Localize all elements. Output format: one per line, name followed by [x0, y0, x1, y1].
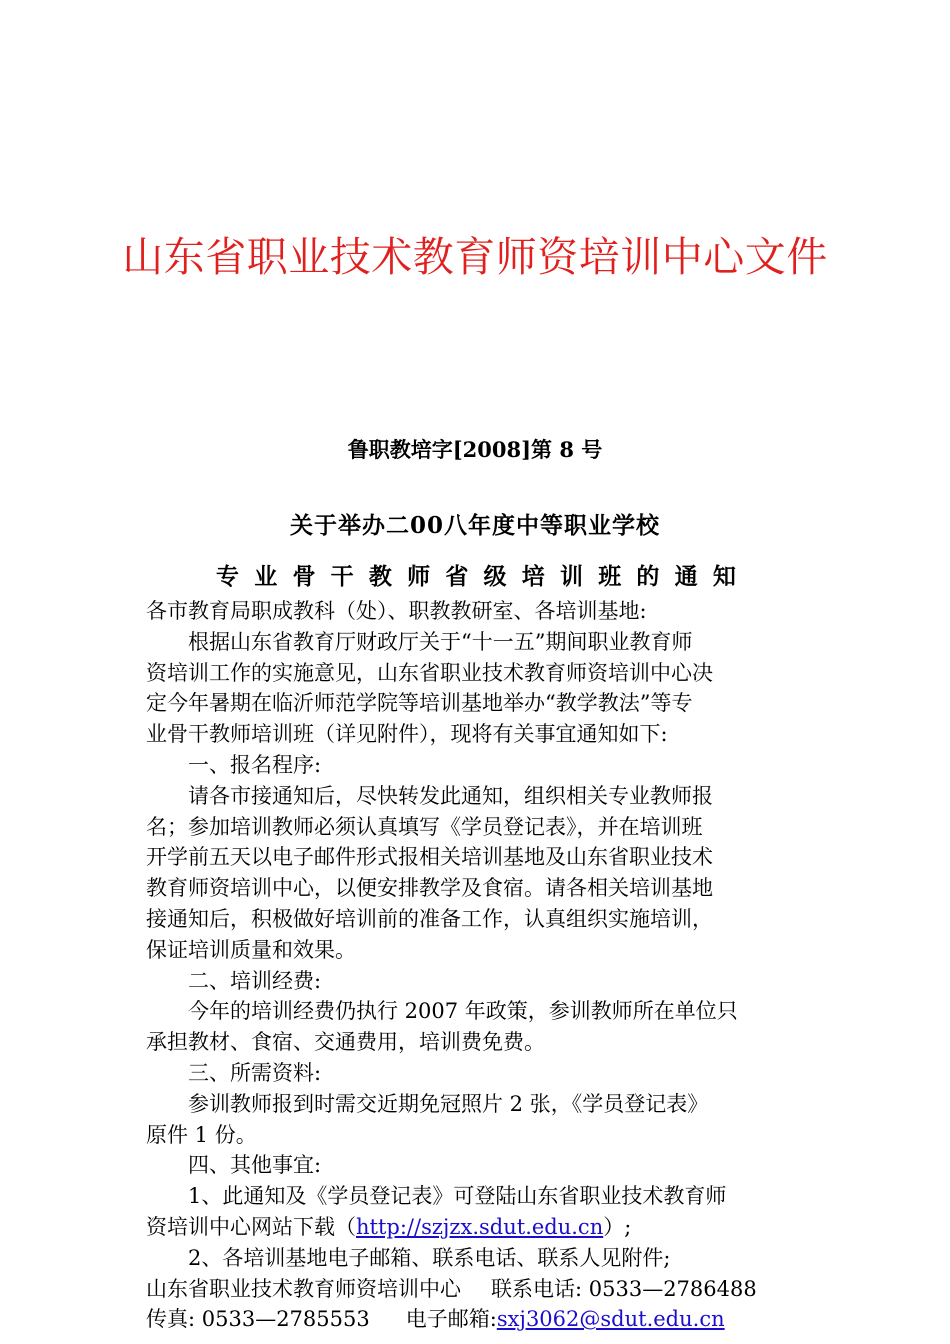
subject-title-char: 班: [598, 563, 622, 590]
subject-title-line-1: 关于举办二00八年度中等职业学校: [289, 512, 660, 539]
subject-title-char: 知: [712, 563, 736, 590]
notice-body: [146, 596, 808, 1335]
intro-line: [146, 688, 808, 719]
fax-number: 传真: 0533—2785553: [146, 1307, 370, 1332]
email-link[interactable]: sxj3062@sdut.edu.cn: [496, 1307, 725, 1332]
subject-title-char: 干: [330, 563, 354, 590]
subject-title-char: 省: [445, 563, 469, 590]
subject-title-char: 的: [636, 563, 660, 590]
section-4-heading: 四、其他事宜:: [188, 1153, 322, 1178]
subject-title-char: 训: [559, 563, 583, 590]
website-link[interactable]: http://szjzx.sdut.edu.cn: [356, 1214, 604, 1239]
subject-title-char: 通: [674, 563, 698, 590]
contact-phone: 联系电话: 0533—2786488: [491, 1276, 757, 1301]
section-2-line: 承担教材、食宿、交通费用，培训费免费。: [146, 1030, 545, 1055]
fax-email-line: [146, 1304, 808, 1335]
section-3-line: 原件 1 份。: [146, 1122, 257, 1147]
document-number: 鲁职教培字[2008]第 8 号: [347, 437, 603, 462]
section-1-line: 接通知后，积极做好培训前的准备工作，认真组织实施培训，: [146, 906, 713, 931]
section-1-line: 开学前五天以电子邮件形式报相关培训基地及山东省职业技术: [146, 845, 713, 870]
subject-title-char: 业: [254, 563, 278, 590]
intro-text: 资培训工作的实施意见，山东省职业技术教育师资培训中心决: [146, 660, 713, 685]
download-prefix: 资培训中心网站下载（: [146, 1214, 356, 1239]
intro-text: 定今年暑期在临沂师范学院等培训基地举办“教学教法”等专: [146, 691, 693, 716]
contact-line: [146, 1274, 808, 1305]
intro-text: 根据山东省教育厅财政厅关于“十一五”期间职业教育师: [188, 629, 693, 654]
intro-line: [146, 658, 808, 689]
section-2-line: 今年的培训经费仍执行 2007 年政策，参训教师所在单位只: [188, 999, 738, 1024]
subject-title-line-2: [216, 558, 736, 591]
section-4-item-1-line-2: [146, 1212, 808, 1243]
subject-title-char: 级: [483, 563, 507, 590]
document-header-title: 山东省职业技术教育师资培训中心文件: [122, 233, 828, 281]
section-4-item-2: 2、各培训基地电子邮箱、联系电话、联系人见附件;: [188, 1245, 671, 1270]
subject-title-char: 培: [521, 563, 545, 590]
subject-title-char: 专: [216, 563, 239, 590]
section-1-line: 名；参加培训教师必须认真填写《学员登记表》，并在培训班: [146, 814, 703, 839]
intro-line: 业骨干教师培训班（详见附件），现将有关事宜通知如下:: [146, 722, 668, 747]
section-3-line: 参训教师报到时需交近期免冠照片 2 张，《学员登记表》: [188, 1091, 709, 1116]
section-1-line: 保证培训质量和效果。: [146, 937, 356, 962]
subject-title-char: 骨: [292, 563, 316, 590]
download-suffix: ）;: [603, 1214, 632, 1239]
section-2-heading: 二、培训经费:: [188, 968, 322, 993]
addressee: 各市教育局职成教科（处）、职教教研室、各培训基地:: [146, 599, 647, 623]
section-1-line: 教育师资培训中心，以便安排教学及食宿。请各相关培训基地: [146, 876, 713, 901]
section-1-heading: 一、报名程序:: [188, 752, 322, 777]
section-3-heading: 三、所需资料:: [188, 1060, 322, 1085]
intro-line: [146, 627, 808, 658]
section-1-line: 请各市接通知后，尽快转发此通知，组织相关专业教师报: [188, 783, 713, 808]
subject-title-char: 教: [368, 563, 392, 590]
email-label: 电子邮箱:: [405, 1307, 497, 1332]
contact-organization: 山东省职业技术教育师资培训中心: [146, 1276, 461, 1301]
section-4-item-1-line-1: 1、此通知及《学员登记表》可登陆山东省职业技术教育师: [188, 1184, 727, 1209]
subject-title-char: 师: [407, 563, 431, 590]
